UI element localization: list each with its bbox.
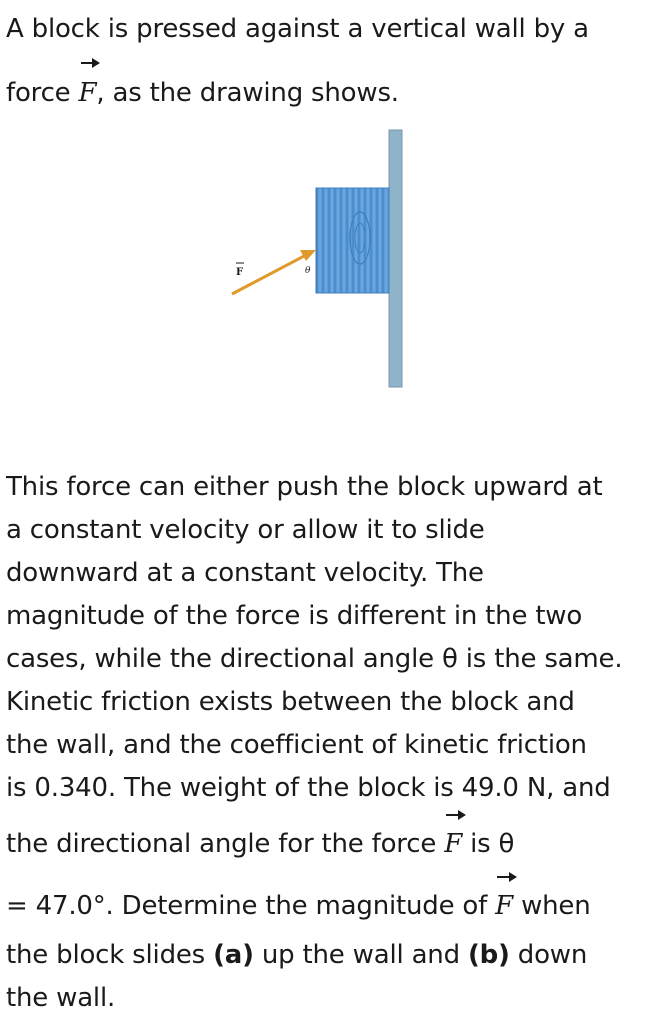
- force-vector-symbol-3: F: [495, 872, 513, 934]
- problem-line-9-start: the directional angle for the force: [6, 829, 445, 859]
- intro-line-2: [6, 58, 653, 122]
- problem-line-10-start: = 47.0°. Determine the magnitude of: [6, 891, 496, 921]
- problem-line-5: cases, while the directional angle θ is the same.: [6, 644, 623, 674]
- problem-line-11-mid: up the wall and: [253, 940, 468, 970]
- problem-line-9: [6, 810, 653, 872]
- problem-line-10: [6, 872, 653, 934]
- problem-line-11: [6, 934, 653, 977]
- part-b-label: (b): [467, 940, 510, 970]
- problem-line-2: a constant velocity or allow it to slide: [6, 515, 485, 545]
- force-vector-symbol: F: [79, 58, 97, 122]
- intro-line-2-end: , as the drawing shows.: [96, 78, 399, 108]
- problem-line-6: Kinetic friction exists between the block and: [6, 687, 575, 717]
- problem-line-1: This force can either push the block upward at: [6, 472, 603, 502]
- problem-paragraph: [6, 466, 653, 1020]
- figure-svg: [220, 120, 420, 400]
- problem-line-11-start: the block slides: [6, 940, 214, 970]
- wall: [389, 130, 402, 387]
- intro-line-2-start: force: [6, 78, 79, 108]
- force-vector-symbol-2: F: [444, 810, 462, 872]
- problem-line-3: downward at a constant velocity. The: [6, 558, 484, 588]
- problem-line-7: the wall, and the coefficient of kinetic friction: [6, 730, 587, 760]
- block: [316, 188, 389, 293]
- force-label: F: [236, 267, 244, 278]
- problem-line-10-end: when: [513, 891, 591, 921]
- problem-line-11-end: down: [509, 940, 588, 970]
- intro-paragraph: [6, 0, 653, 122]
- block-wall-figure: [220, 120, 420, 400]
- part-a-label: (a): [213, 940, 254, 970]
- problem-line-8: is 0.340. The weight of the block is 49.0 N, and: [6, 773, 611, 803]
- problem-line-4: magnitude of the force is different in the two: [6, 601, 583, 631]
- problem-line-9-end: is θ: [462, 829, 515, 859]
- intro-line-1: A block is pressed against a vertical wall by a: [6, 14, 589, 44]
- problem-line-12: the wall.: [6, 983, 116, 1013]
- angle-label: θ: [305, 266, 311, 276]
